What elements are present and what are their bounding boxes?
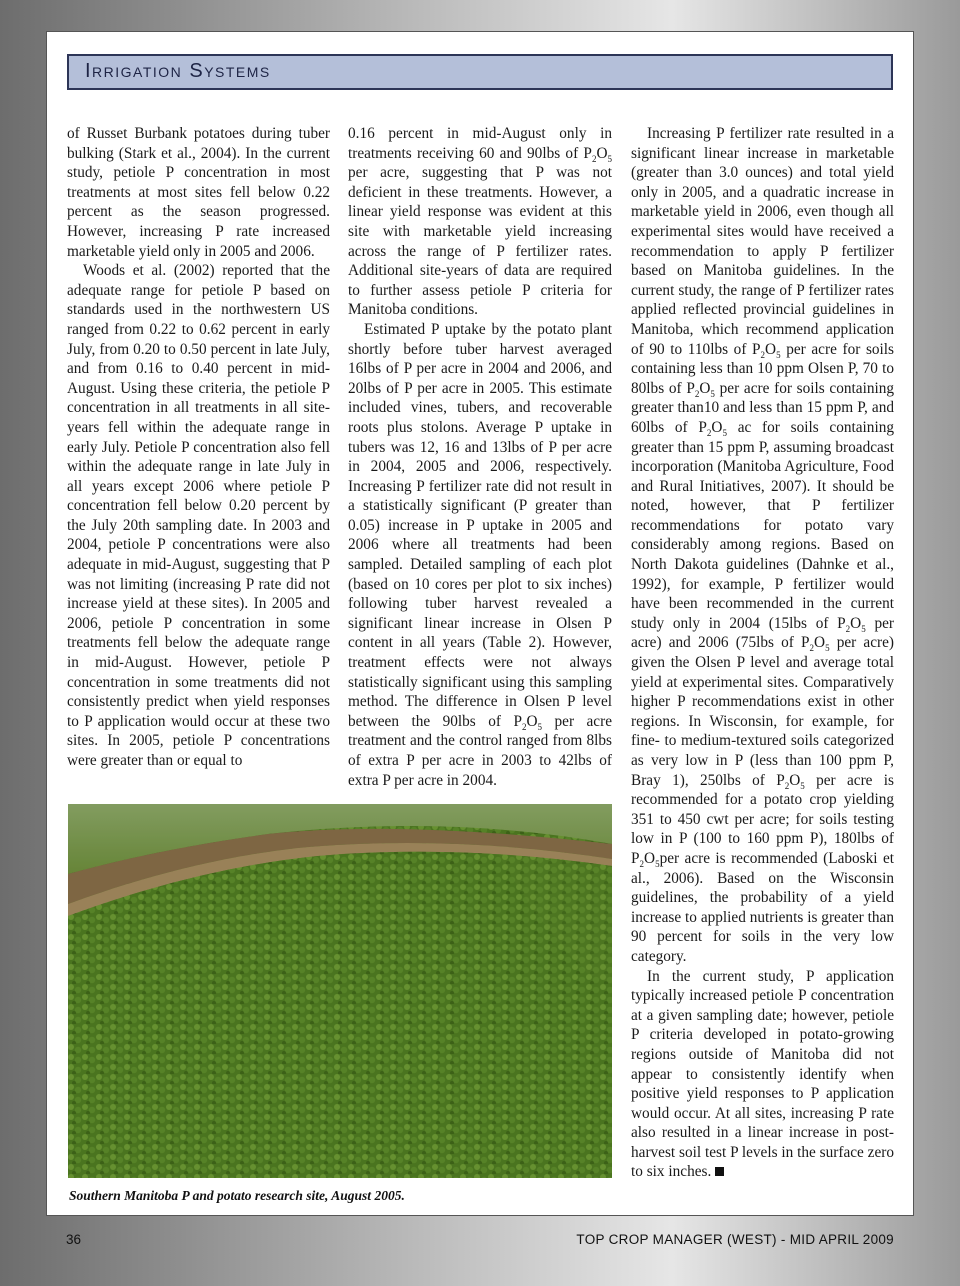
- paragraph: of Russet Burbank potatoes during tuber bulking (Stark et al., 2004). In the current study, petiole P concentration in most treatments at most sites fell below 0.22 percent as the season progressed. However, increasing P rate increased marketable yield only in 2005 and 2006.: [67, 125, 330, 260]
- paragraph: Woods et al. (2002) reported that the adequate range for petiole P based on standards used in the northwestern US ranged from 0.22 to 0.62 percent in early July, from 0.20 to 0.50 percent in late July, and from 0.16 to 0.40 percent in mid-August. Using these criteria, the petiole P concentration in all treatments in all site-years fell within the adequate range in early July. Petiole P concentration also fell within the adequate range in late July in all years except 2006 where petiole P concentration fell below 0.20 percent by the July 20th sampling date. In 2003 and 2004, petiole P concentrations were also adequate in mid-August, suggesting that P was not limiting (increasing P rate did not increase yield at these sites). In 2005 and 2006, petiole P concentration in some treatments fell below the adequate range in mid-August. However, petiole P concentration in some treatments did not consistently predict when yield responses to P application would occur at these two sites. In 2005, petiole P concentrations were greater than or equal to: [67, 262, 330, 769]
- photo-caption: Southern Manitoba P and potato research site, August 2005.: [69, 1188, 405, 1203]
- paragraph: In the current study, P application typically increased petiole P concentration at a given sampling date; however, petiole P criteria developed in potato-growing regions outside of Manitoba did not appear to consistently identify when positive yield responses to P application would occur. At all sites, increasing P rate also resulted in a linear increase in post-harvest soil test P levels in the surface zero to six inches.: [631, 967, 894, 1181]
- column-1: [67, 124, 330, 771]
- section-title: Irrigation Systems: [85, 60, 271, 82]
- end-of-article-mark: [715, 1167, 724, 1176]
- paragraph: Estimated P uptake by the potato plant shortly before tuber harvest averaged 16lbs of P per acre in 2004 and 2006, and 20lbs of P per acre in 2005. This estimate included vines, tubers, and recoverable roots plus stolons. Average P uptake in tubers was 12, 16 and 13lbs of P per acre in 2004, 2005 and 2006, respectively. Increasing P fertilizer rate did not result in a statistically significant (P greater than 0.05) increase in P uptake in 2005 and 2006 where all treatments had been sampled. Detailed sampling of each plot (based on 10 cores per plot to six inches) following tuber harvest revealed a significant linear increase in Olsen P content in all years (Table 2). However, treatment effects were not always statistically significant using this sampling method. The difference in Olsen P level between the 90lbs of $P_2O_5$ per acre treatment and the control ranged from 8lbs of extra P per acre in 2003 to 42lbs of extra P per acre in 2004.: [348, 320, 612, 789]
- page-number: 36: [66, 1232, 82, 1247]
- column-3: [631, 124, 894, 1182]
- section-banner: [67, 54, 893, 90]
- potato-field-illustration: [68, 804, 612, 1178]
- publication-footer: TOP CROP MANAGER (WEST) - MID APRIL 2009: [576, 1232, 894, 1247]
- paragraph: Increasing P fertilizer rate resulted in a significant linear increase in marketable (greater than 3.0 ounces) and total yield only in 2005, and a quadratic increase in marketable yield in 2006, even though all experimental sites would have received a recommendation to apply P fertilizer based on Manitoba guidelines. In the current study, the range of P fertilizer rates applied reflected provincial guidelines in Manitoba, which recommend application of 90 to 110lbs of $P_2O_5$ per acre for soils containing less than 10 ppm Olsen P, 70 to 80lbs of $P_2O_5$ per acre for soils containing greater than10 and less than 15 ppm P, and 60lbs of $P_2O_5$ ac for soils containing greater than 15 ppm P, assuming broadcast incorporation (Manitoba Agriculture, Food and Rural Initiatives, 2007). It should be noted, however, that P fertilizer recommendations for potato vary considerably among regions. Based on North Dakota guidelines (Dahnke et al., 1992), for example, P fertilizer would have been recommended in the current study only in 2004 (15lbs of $P_2O_5$ per acre) and 2006 (75lbs of $P_2O_5$ per acre) given the Olsen P level and average total yield at experimental sites. Comparatively higher P recommendations exist in other regions. In Wisconsin, for example, for fine- to medium-textured soils categorized as very low in P (less than 100 ppm P, Bray 1), 250lbs of $P_2O_5$ per acre is recommended for a potato crop yielding 351 to 450 cwt per acre; for soils testing low in P (100 to 160 ppm P), 180lbs of $P_2O_5per$ acre is recommended (Laboski et al., 2006). Based on the Wisconsin guidelines, the probability of a yield increase to applied nutrients is greater than 90 percent for soils in the very low category.: [631, 125, 895, 965]
- field-photo: [68, 804, 612, 1178]
- column-2: [348, 124, 612, 790]
- paragraph: 0.16 percent in mid-August only in treatments receiving 60 and 90lbs of $P_2O_5$ per acre, suggesting that P was not deficient in these treatments. However, a linear yield response was evident at this site with marketable yield increasing across the range of P fertilizer rates. Additional site-years of data are required to further assess petiole P criteria for Manitoba conditions.: [348, 125, 612, 319]
- page: [46, 31, 914, 1216]
